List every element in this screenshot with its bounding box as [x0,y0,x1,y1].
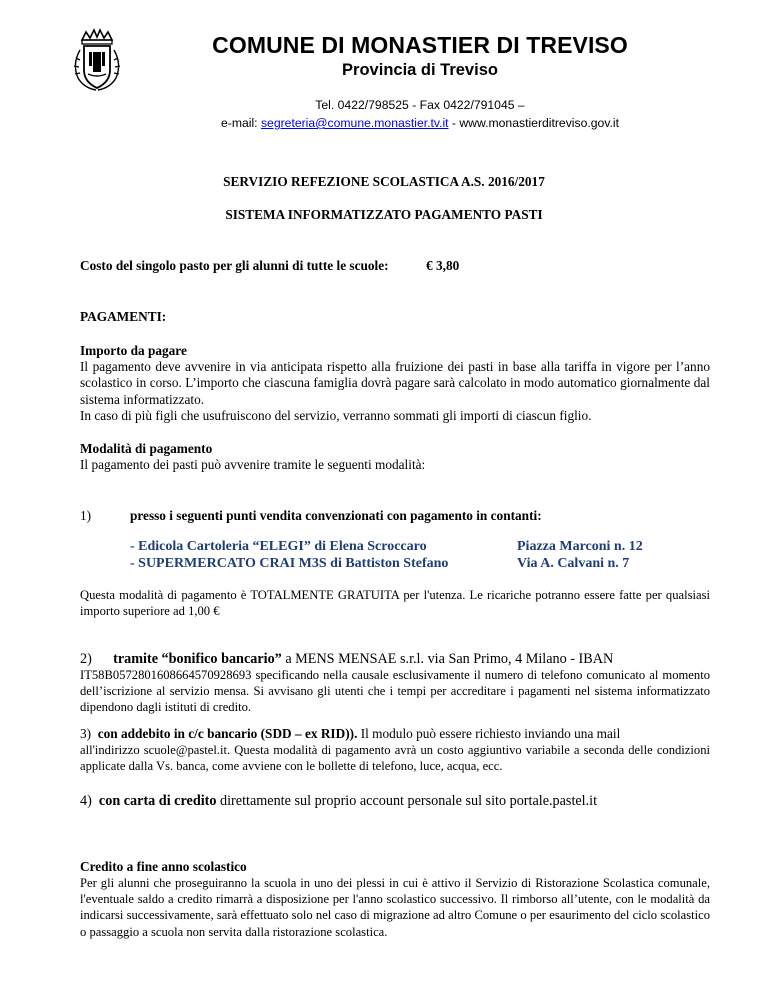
item-3-number: 3) [80,726,92,741]
item-1-text: presso i seguenti punti vendita convenzionati con pagamento in contanti: [130,508,542,523]
item-4-number: 4) [80,793,92,809]
item-2-rest: a MENS MENSAE s.r.l. via San Primo, 4 Milano - IBAN [281,651,614,667]
importo-paragraph: Il pagamento deve avvenire in via anticipata rispetto alla fruizione dei pasti in base alla tariffa in vigore per l’anno scolastico in corso. L’importo che ciascuna famiglia dovrà pagare sarà calcolato in modo automatico giornalmente dal sistema informatizzato. [80,359,710,407]
payments-heading: PAGAMENTI: [80,309,167,324]
item-2-line [80,651,613,667]
free-payment-note: Questa modalità di pagamento è TOTALMENTE GRATUITA per l'utenza. Le ricariche potranno essere fatte per qualsiasi importo superiore ad 1,00 € [80,588,710,619]
importo-paragraph-2: In caso di più figli che usufruiscono del servizio, verranno sommati gli importi di ciascun figlio. [80,408,592,423]
item-3-paragraph: all'indirizzo scuole@pastel.it. Questa modalità di pagamento avrà un costo aggiuntivo variabile a seconda delle condizioni applicate dalla Vs. banca, come avviene con le bollette di telefono, luce, acqua, ecc. [80,743,710,774]
store-1-name: - Edicola Cartoleria “ELEGI” di Elena Scroccaro [130,539,427,554]
credito-paragraph: Per gli alunni che proseguiranno la scuola in uno dei plessi in cui è attivo il Servizio di Ristorazione Scolastica comunale, l'eventuale saldo a credito rimarrà a disposizione per l'anno scolastico successivo. Il rimborso all’utente, con le modalità da indicarsi successivamente, sarà effettuato solo nel caso di migrazione ad altro Comune o per esaurimento del ciclo scolastico o passaggio a scuola non servita dalla ristorazione scolastica. [80,876,710,939]
item-2-paragraph: IT58B0572801608664570928693 specificando nella causale esclusivamente il numero di telefono comunicato al momento dell’iscrizione al servizio mensa. Si avvisano gli utenti che i tempi per accreditare i pagamenti nel sistema informatizzato dipendono dagli istituti di credito. [80,668,710,715]
item-4-bold: con carta di credito [98,793,217,809]
phone-fax-line: Tel. 0422/798525 - Fax 0422/791045 – [315,98,525,112]
item-3-line [80,726,620,742]
meal-cost-label: Costo del singolo pasto per gli alunni di tutte le scuole: [80,258,389,273]
store-2-address: Via A. Calvani n. 7 [517,556,630,571]
doc-title-service: SERVIZIO REFEZIONE SCOLASTICA A.S. 2016/2017 [223,174,545,189]
item-1-number: 1) [80,508,92,523]
item-3-rest: Il modulo può essere richiesto inviando una mail [357,726,621,741]
municipal-crest-icon [68,28,126,94]
doc-title-system: SISTEMA INFORMATIZZATO PAGAMENTO PASTI [225,207,543,222]
store-1-address: Piazza Marconi n. 12 [517,539,643,554]
credito-heading: Credito a fine anno scolastico [80,859,247,874]
municipality-title: COMUNE DI MONASTIER DI TREVISO [212,32,628,58]
item-3-bold: con addebito in c/c bancario (SDD – ex RID)). [97,726,358,741]
email-label: e-mail: [220,116,261,130]
item-4-rest: direttamente sul proprio account personale sul sito portale.pastel.it [216,793,598,809]
website-text: - www.monastierditreviso.gov.it [448,116,619,130]
importo-heading: Importo da pagare [80,343,187,358]
item-4-line [80,793,597,809]
meal-cost-value: € 3,80 [426,258,460,273]
item-2-bold: tramite “bonifico bancario” [113,651,282,667]
province-subtitle: Provincia di Treviso [342,61,498,79]
contact-line [150,116,690,130]
modalita-intro: Il pagamento dei pasti può avvenire tramite le seguenti modalità: [80,457,426,472]
email-link[interactable]: segreteria@comune.monastier.tv.it [260,116,449,130]
modalita-heading: Modalità di pagamento [80,441,213,456]
store-2-name: - SUPERMERCATO CRAI M3S di Battiston Stefano [130,556,449,571]
item-2-number: 2) [80,651,92,667]
